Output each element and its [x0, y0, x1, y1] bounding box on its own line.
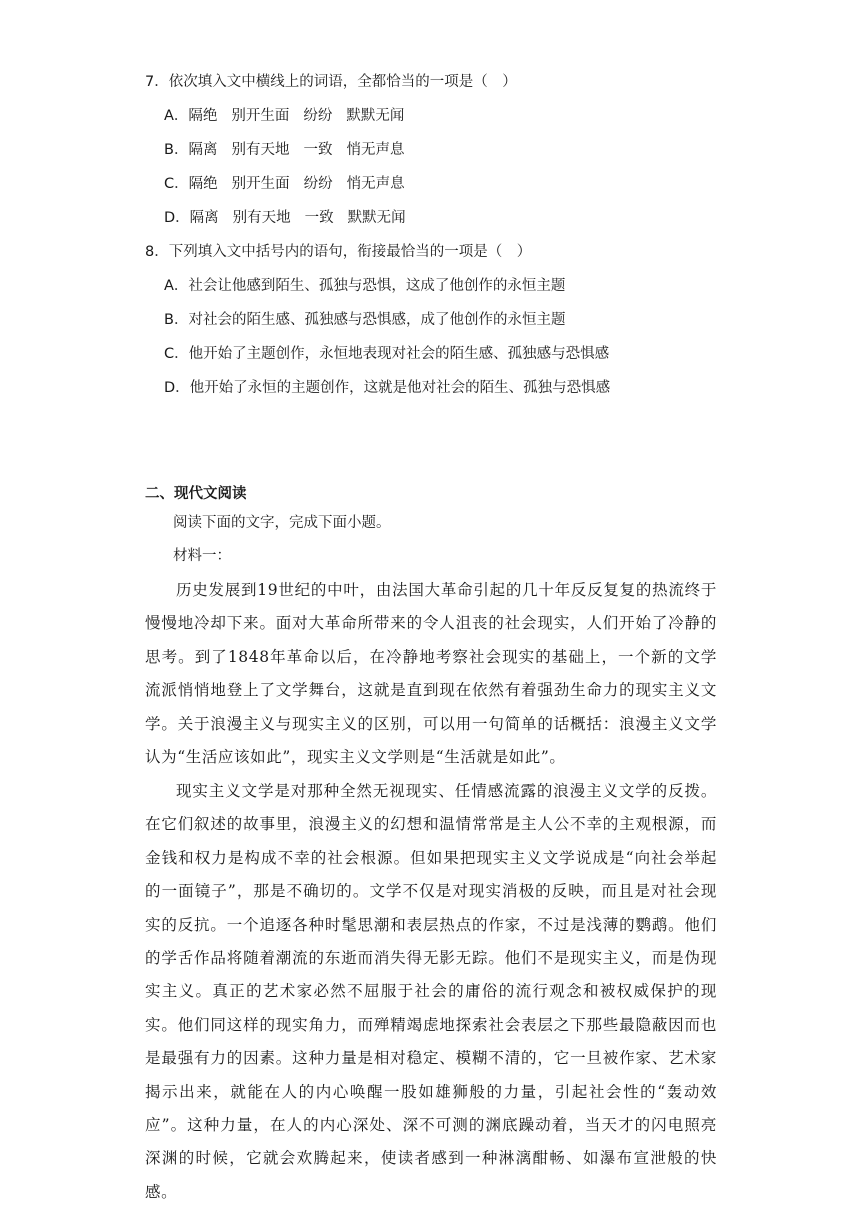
q8-option-d[interactable] — [164, 378, 610, 398]
option-letter: D． — [164, 210, 190, 226]
material-label: 材料一： — [173, 548, 231, 564]
option-letter: D． — [164, 380, 190, 396]
option-word: 悄无声息 — [346, 142, 405, 158]
option-word: 一致 — [304, 210, 334, 226]
option-letter: B． — [164, 142, 189, 158]
option-text: 他开始了永恒的主题创作，这就是他对社会的陌生、孤独与恐惧感 — [189, 380, 611, 396]
q7-option-a[interactable] — [164, 106, 404, 126]
option-word: 悄无声息 — [346, 176, 405, 192]
option-word: 别开生面 — [231, 108, 290, 124]
q8-option-c[interactable] — [164, 344, 609, 364]
option-letter: A． — [164, 108, 189, 124]
option-word: 隔绝 — [188, 108, 218, 124]
option-word: 隔离 — [188, 142, 218, 158]
option-word: 默默无闻 — [347, 210, 406, 226]
question-7-stem: 7．依次填入文中横线上的词语，全都恰当的一项是（ ） — [145, 74, 517, 90]
q7-option-b[interactable] — [164, 140, 404, 160]
option-word: 别开生面 — [231, 176, 290, 192]
option-letter: C． — [164, 346, 189, 362]
option-letter: B． — [164, 312, 189, 328]
option-letter: A． — [164, 278, 189, 294]
section-title: 二、现代文阅读 — [145, 486, 247, 502]
question-8-stem: 8．下列填入文中括号内的语句，衔接最恰当的一项是（ ） — [145, 244, 532, 260]
q7-option-d[interactable] — [164, 208, 406, 228]
option-word: 别有天地 — [231, 142, 290, 158]
option-text: 他开始了主题创作，永恒地表现对社会的陌生感、孤独感与恐惧感 — [188, 346, 610, 362]
option-word: 别有天地 — [232, 210, 291, 226]
option-letter: C． — [164, 176, 189, 192]
option-text: 对社会的陌生感、孤独感与恐惧感，成了他创作的永恒主题 — [188, 312, 566, 328]
option-word: 默默无闻 — [346, 108, 405, 124]
q7-option-c[interactable] — [164, 174, 405, 194]
reading-instruction: 阅读下面的文字，完成下面小题。 — [173, 515, 391, 531]
option-text: 社会让他感到陌生、孤独与恐惧，这成了他创作的永恒主题 — [188, 278, 566, 294]
passage-paragraph: 历史发展到19世纪的中叶，由法国大革命引起的几十年反反复复的热流终于慢慢地冷却下来。面对大革命所带来的令人沮丧的社会现实，人们开始了冷静的思考。到了1848年革命以后，在冷静地考察社会现实的基础上，一个新的文学流派悄悄地登上了文学舞台，这就是直到现在依然有着强劲生命力的现实主义文学。关于浪漫主义与现实主义的区别，可以用一句简单的话概括：浪漫主义文学认为“生活应该如此”，现实主义文学则是“生活就是如此”。 — [145, 581, 717, 767]
option-word: 隔离 — [189, 210, 219, 226]
option-word: 纷纷 — [303, 176, 333, 192]
q8-option-a[interactable] — [164, 276, 565, 296]
option-word: 一致 — [303, 142, 333, 158]
passage-paragraph: 现实主义文学是对那种全然无视现实、任情感流露的浪漫主义文学的反拨。在它们叙述的故事里，浪漫主义的幻想和温情常常是主人公不幸的主观根源，而金钱和权力是构成不幸的社会根源。但如果把现实主义文学说成是“向社会举起的一面镜子”，那是不确切的。文学不仅是对现实消极的反映，而且是对社会现实的反抗。一个追逐各种时髦思潮和表层热点的作家，不过是浅薄的鹦鹉。他们的学舌作品将随着潮流的东逝而消失得无影无踪。他们不是现实主义，而是伪现实主义。真正的艺术家必然不屈服于社会的庸俗的流行观念和被权威保护的现实。他们同这样的现实角力，而殚精竭虑地探索社会表层之下那些最隐蔽因而也是最强有力的因素。这种力量是相对稳定、模糊不清的，它一旦被作家、艺术家揭示出来，就能在人的内心唤醒一股如雄狮般的力量，引起社会性的“轰动效应”。这种力量，在人的内心深处、深不可测的渊底躁动着，当天才的闪电照亮深渊的时候，它就会欢腾起来，使读者感到一种淋漓酣畅、如瀑布宣泄般的快感。 — [145, 782, 717, 1201]
option-word: 隔绝 — [188, 176, 218, 192]
q8-option-b[interactable] — [164, 310, 565, 330]
option-word: 纷纷 — [303, 108, 333, 124]
